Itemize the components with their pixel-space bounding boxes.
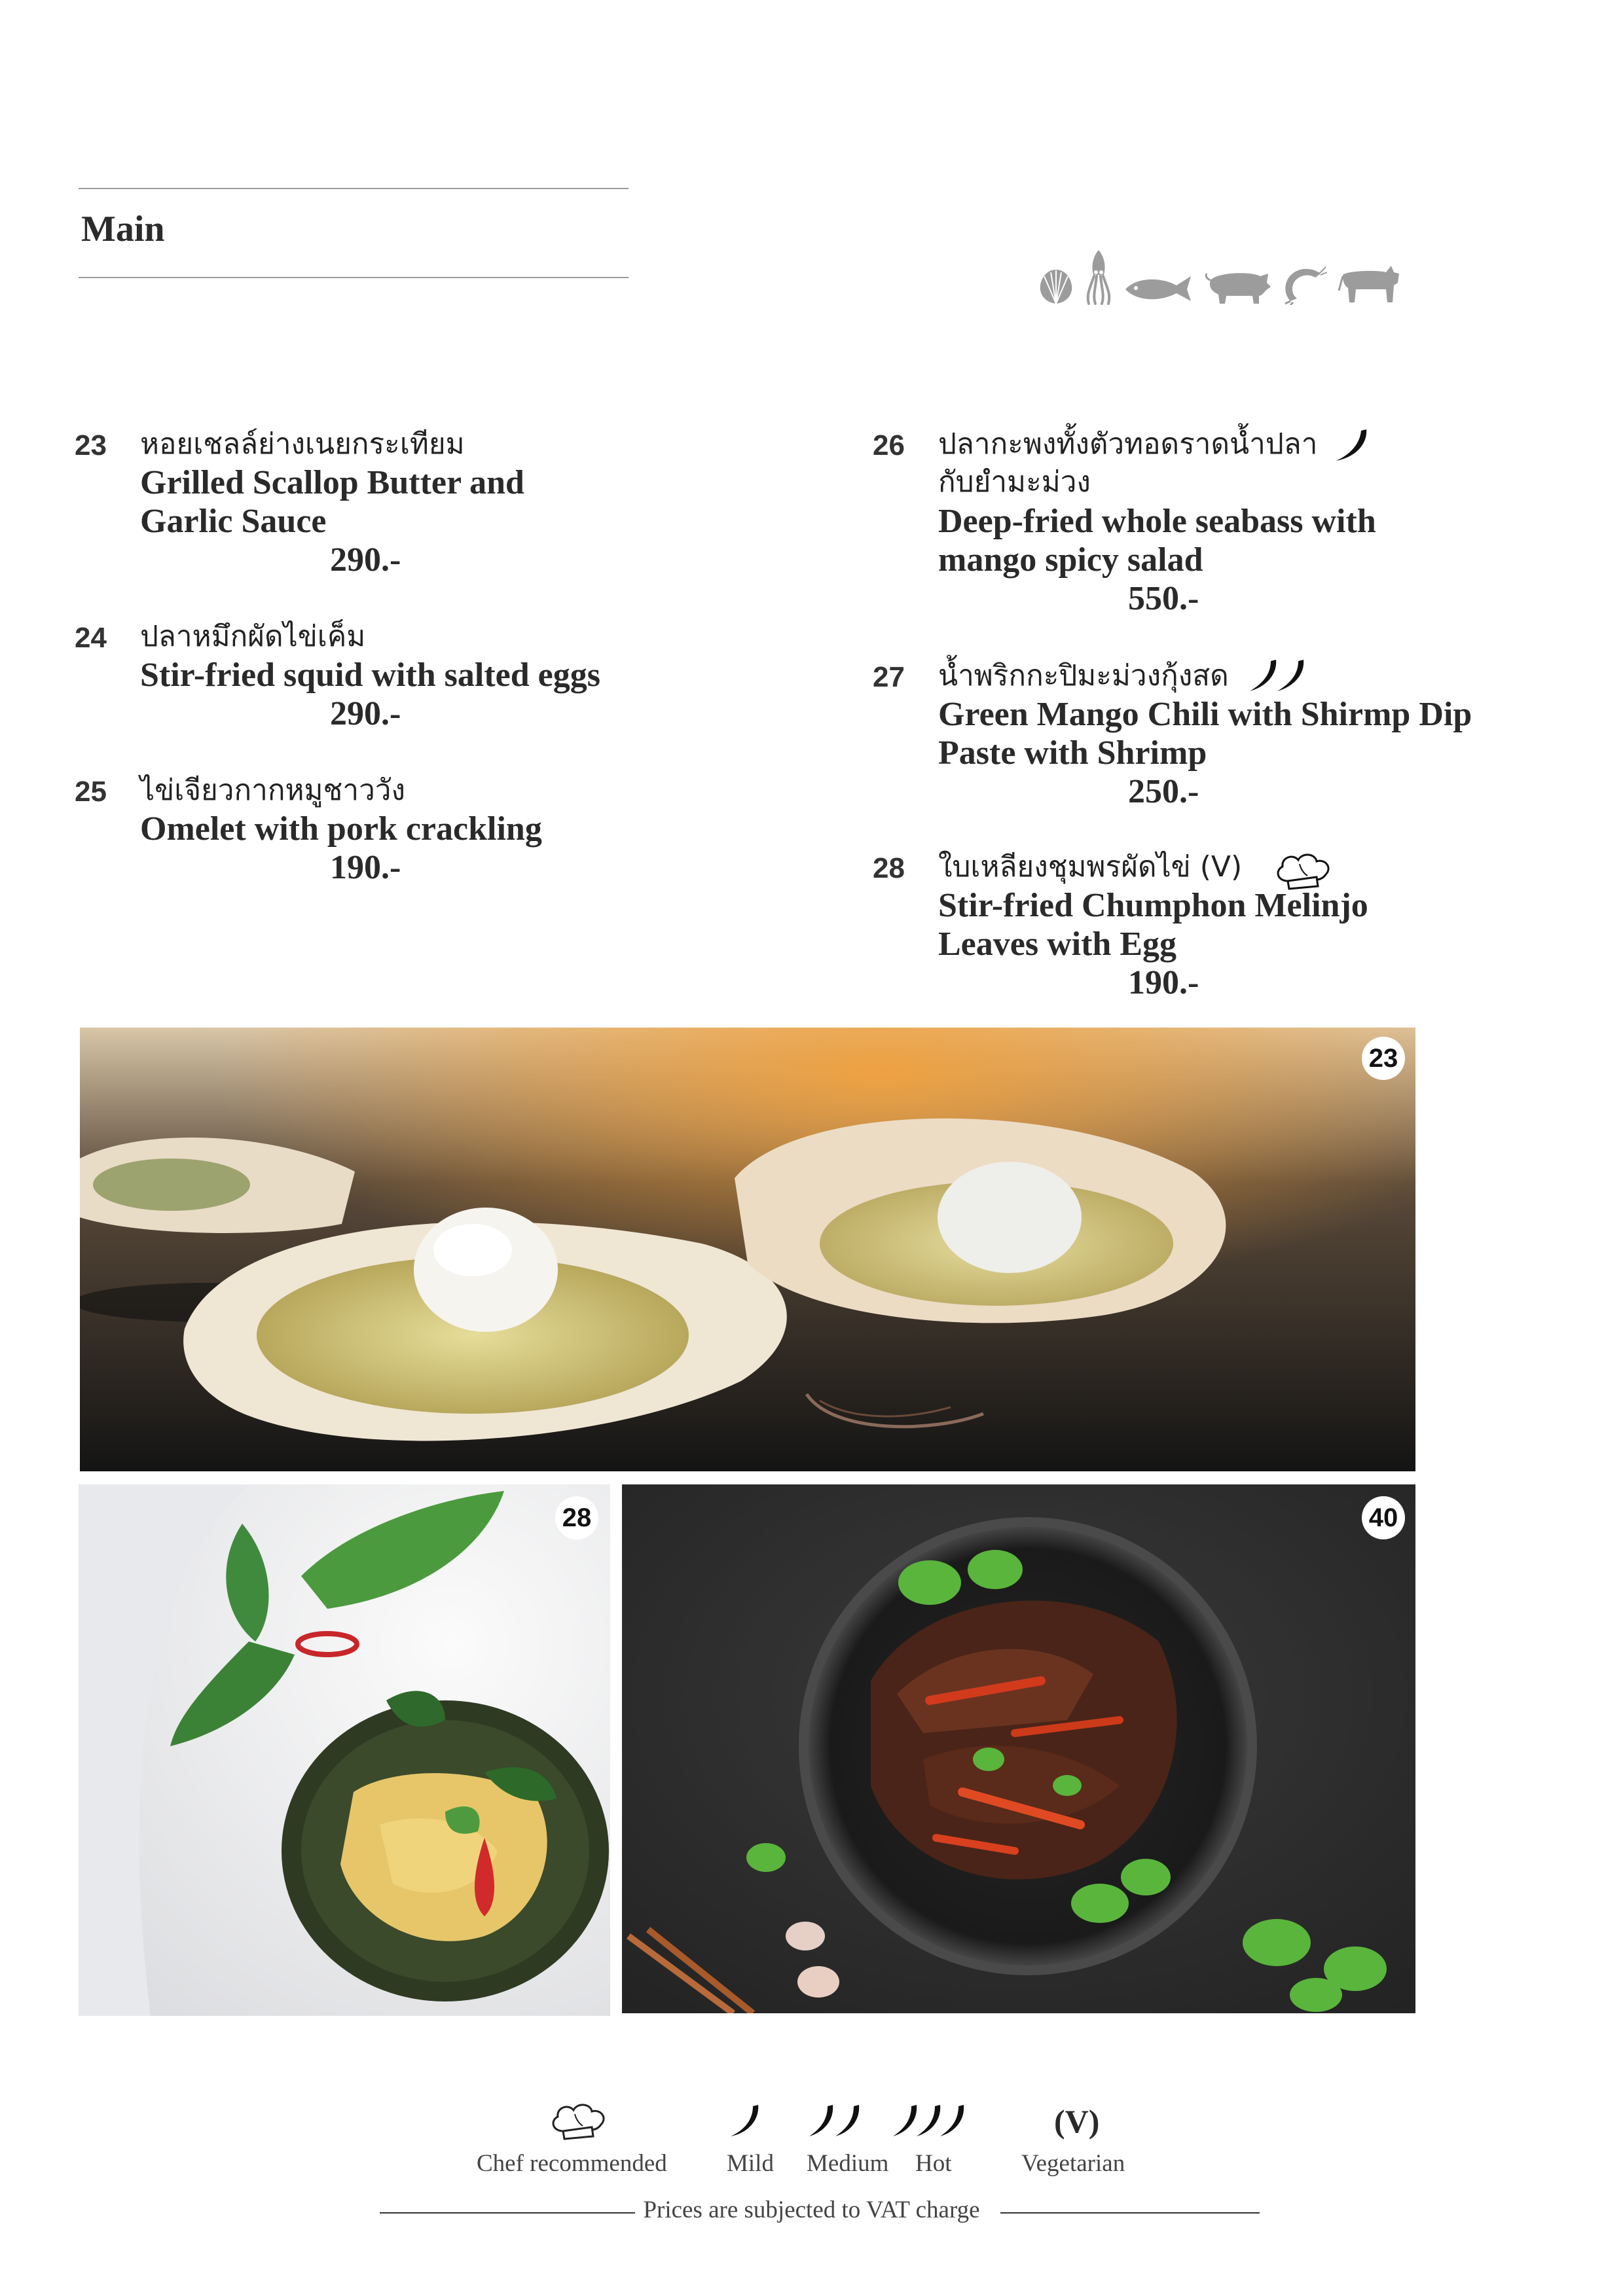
medium-chili-icon	[807, 2102, 863, 2139]
legend-medium: Medium	[807, 2150, 889, 2177]
chef-hat-icon	[1273, 851, 1334, 890]
item-english-name: Stir-fried Chumphon Melinjo	[938, 887, 1368, 924]
item-english-name-line2: Paste with Shrimp	[938, 734, 1207, 772]
legend-chef-recommended: Chef recommended	[477, 2150, 667, 2177]
header-top-rule	[79, 188, 629, 189]
item-english-name-line2: Leaves with Egg	[938, 925, 1176, 963]
item-english-name: Stir-fried squid with salted eggs	[140, 656, 600, 694]
pig-icon	[1204, 268, 1272, 305]
section-title: Main	[81, 209, 165, 249]
item-number: 28	[873, 852, 905, 884]
item-english-name-line2: Garlic Sauce	[140, 503, 327, 540]
photo-melinjo-leaves	[79, 1484, 610, 2016]
fish-icon	[1123, 272, 1195, 305]
chef-hat-icon	[549, 2101, 609, 2142]
legend-mild: Mild	[727, 2150, 774, 2177]
item-number: 27	[873, 661, 905, 693]
item-price: 290.-	[330, 695, 401, 732]
mild-chili-icon	[1331, 427, 1370, 463]
item-price: 550.-	[1128, 580, 1199, 617]
allergen-icons	[1038, 249, 1402, 305]
item-thai-name: ใบเหลียงชุมพรผัดไข่ (V)	[938, 850, 1243, 884]
item-thai-name: ไข่เจียวกากหมูชาววัง	[140, 774, 405, 807]
item-number: 24	[75, 622, 107, 654]
shell-icon	[1038, 267, 1074, 305]
legend-vegetarian: Vegetarian	[1021, 2150, 1125, 2177]
item-price: 290.-	[330, 541, 401, 579]
mild-chili-icon	[728, 2102, 762, 2139]
item-price: 250.-	[1128, 773, 1199, 810]
photo-badge-28: 28	[555, 1496, 598, 1539]
medium-chili-icon	[1247, 657, 1307, 694]
item-price: 190.-	[330, 849, 401, 886]
item-thai-name: ปลากะพงทั้งตัวทอดราดน้ำปลา	[938, 427, 1318, 461]
vat-note: Prices are subjected to VAT charge	[643, 2197, 980, 2223]
footer-rule-right	[1000, 2212, 1260, 2214]
item-english-name: Deep-fried whole seabass with	[938, 503, 1376, 540]
legend-hot: Hot	[915, 2150, 952, 2177]
item-price: 190.-	[1128, 964, 1199, 1001]
item-english-name: Green Mango Chili with Shirmp Dip	[938, 696, 1472, 733]
item-english-name: Grilled Scallop Butter and	[140, 464, 524, 501]
item-number: 23	[75, 429, 107, 461]
shrimp-icon	[1281, 264, 1327, 305]
item-number: 25	[75, 776, 107, 808]
item-thai-name: หอยเชลล์ย่างเนยกระเทียม	[140, 427, 465, 461]
photo-scallops	[80, 1028, 1415, 1471]
legend-vegetarian-symbol: (V)	[1054, 2103, 1100, 2140]
item-thai-name: ปลาหมึกผัดไข่เค็ม	[140, 620, 366, 653]
item-thai-name: น้ำพริกกะปิมะม่วงกุ้งสด	[938, 659, 1229, 692]
item-english-name-line2: mango spicy salad	[938, 541, 1203, 579]
item-english-name: Omelet with pork crackling	[140, 810, 542, 848]
cow-icon	[1336, 262, 1402, 305]
header-bottom-rule	[79, 277, 629, 278]
photo-stir-fried-beef	[622, 1484, 1415, 2013]
photo-badge-40: 40	[1362, 1496, 1405, 1539]
photo-badge-23: 23	[1362, 1037, 1405, 1080]
item-number: 26	[873, 429, 905, 461]
item-thai-name-line2: กับยำมะม่วง	[938, 465, 1091, 499]
squid-icon	[1084, 249, 1114, 305]
hot-chili-icon	[890, 2102, 966, 2139]
